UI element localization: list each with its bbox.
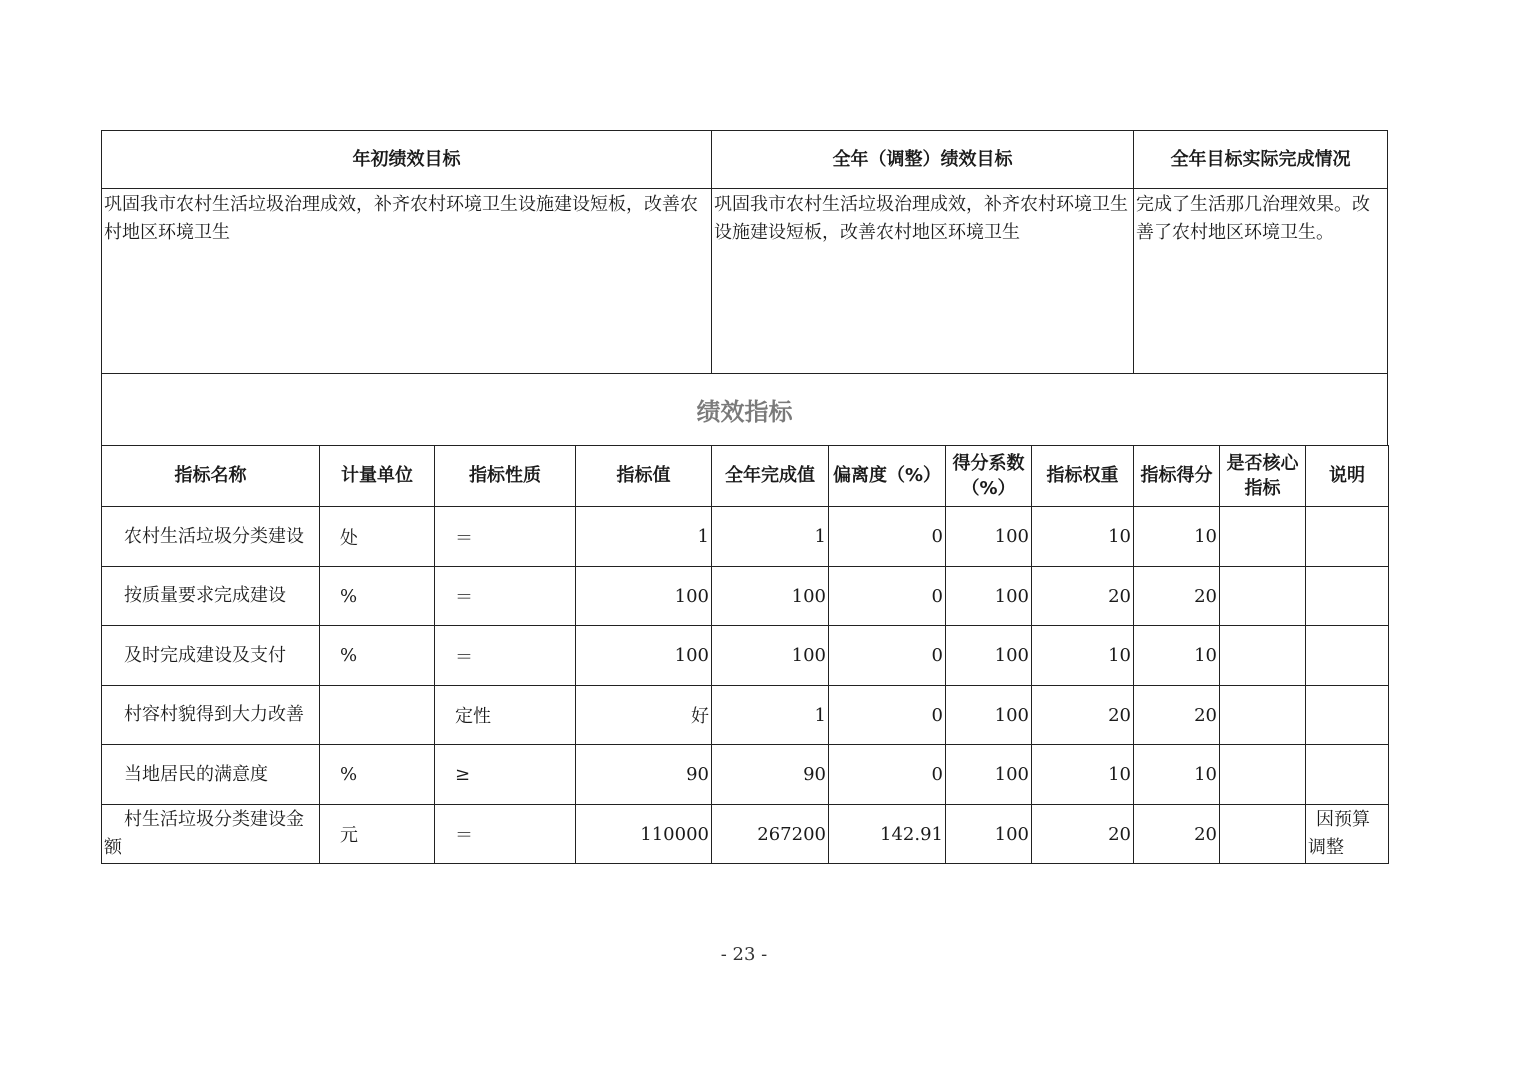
weight: 10 bbox=[1031, 744, 1134, 805]
unit: % bbox=[319, 566, 435, 626]
goal-header-actual: 全年目标实际完成情况 bbox=[1133, 130, 1388, 189]
target-value: 100 bbox=[575, 566, 712, 626]
deviation: 0 bbox=[828, 566, 946, 626]
hdr-note: 说明 bbox=[1305, 445, 1389, 507]
is-core bbox=[1219, 804, 1306, 864]
weight: 20 bbox=[1031, 685, 1134, 745]
note bbox=[1305, 744, 1389, 805]
actual-value: 1 bbox=[711, 685, 829, 745]
goal-value-initial: 巩固我市农村生活垃圾治理成效，补齐农村环境卫生设施建设短板，改善农村地区环境卫生 bbox=[101, 188, 712, 374]
nature: ＝ bbox=[434, 625, 576, 686]
note: 因预算调整 bbox=[1305, 804, 1389, 864]
score: 10 bbox=[1133, 625, 1220, 686]
nature: ＝ bbox=[434, 506, 576, 567]
indicator-name: 及时完成建设及支付 bbox=[101, 625, 320, 686]
deviation: 0 bbox=[828, 685, 946, 745]
score: 20 bbox=[1133, 566, 1220, 626]
note bbox=[1305, 685, 1389, 745]
note bbox=[1305, 566, 1389, 626]
actual-value: 100 bbox=[711, 566, 829, 626]
indicator-name: 村生活垃圾分类建设金额 bbox=[101, 804, 320, 864]
actual-value: 267200 bbox=[711, 804, 829, 864]
indicator-name: 按质量要求完成建设 bbox=[101, 566, 320, 626]
actual-value: 90 bbox=[711, 744, 829, 805]
target-value: 110000 bbox=[575, 804, 712, 864]
actual-value: 1 bbox=[711, 506, 829, 567]
target-value: 1 bbox=[575, 506, 712, 567]
weight: 10 bbox=[1031, 506, 1134, 567]
score: 20 bbox=[1133, 804, 1220, 864]
is-core bbox=[1219, 566, 1306, 626]
deviation: 142.91 bbox=[828, 804, 946, 864]
deviation: 0 bbox=[828, 625, 946, 686]
hdr-is-core: 是否核心指标 bbox=[1219, 445, 1306, 507]
unit: 元 bbox=[319, 804, 435, 864]
weight: 10 bbox=[1031, 625, 1134, 686]
score: 10 bbox=[1133, 506, 1220, 567]
hdr-deviation: 偏离度（%） bbox=[828, 445, 946, 507]
indicator-name: 当地居民的满意度 bbox=[101, 744, 320, 805]
unit: % bbox=[319, 625, 435, 686]
nature: 定性 bbox=[434, 685, 576, 745]
deviation: 0 bbox=[828, 744, 946, 805]
is-core bbox=[1219, 744, 1306, 805]
score-coef: 100 bbox=[945, 625, 1032, 686]
hdr-nature: 指标性质 bbox=[434, 445, 576, 507]
score-coef: 100 bbox=[945, 744, 1032, 805]
score: 20 bbox=[1133, 685, 1220, 745]
nature: ＝ bbox=[434, 804, 576, 864]
score-coef: 100 bbox=[945, 566, 1032, 626]
hdr-unit: 计量单位 bbox=[319, 445, 435, 507]
goal-value-actual: 完成了生活那几治理效果。改善了农村地区环境卫生。 bbox=[1133, 188, 1388, 374]
indicator-name: 农村生活垃圾分类建设 bbox=[101, 506, 320, 567]
goal-header-adjusted: 全年（调整）绩效目标 bbox=[711, 130, 1134, 189]
target-value: 100 bbox=[575, 625, 712, 686]
unit: % bbox=[319, 744, 435, 805]
nature: ＝ bbox=[434, 566, 576, 626]
is-core bbox=[1219, 625, 1306, 686]
deviation: 0 bbox=[828, 506, 946, 567]
hdr-actual-value: 全年完成值 bbox=[711, 445, 829, 507]
hdr-score: 指标得分 bbox=[1133, 445, 1220, 507]
is-core bbox=[1219, 506, 1306, 567]
score-coef: 100 bbox=[945, 804, 1032, 864]
nature: ≥ bbox=[434, 744, 576, 805]
goal-value-adjusted: 巩固我市农村生活垃圾治理成效，补齐农村环境卫生设施建设短板，改善农村地区环境卫生 bbox=[711, 188, 1134, 374]
score-coef: 100 bbox=[945, 685, 1032, 745]
is-core bbox=[1219, 685, 1306, 745]
hdr-indicator-name: 指标名称 bbox=[101, 445, 320, 507]
weight: 20 bbox=[1031, 566, 1134, 626]
target-value: 好 bbox=[575, 685, 712, 745]
hdr-weight: 指标权重 bbox=[1031, 445, 1134, 507]
section-title: 绩效指标 bbox=[101, 373, 1388, 446]
page-number: - 23 - bbox=[720, 944, 768, 965]
unit: 处 bbox=[319, 506, 435, 567]
score: 10 bbox=[1133, 744, 1220, 805]
actual-value: 100 bbox=[711, 625, 829, 686]
score-coef: 100 bbox=[945, 506, 1032, 567]
indicator-name: 村容村貌得到大力改善 bbox=[101, 685, 320, 745]
note bbox=[1305, 506, 1389, 567]
unit bbox=[319, 685, 435, 745]
weight: 20 bbox=[1031, 804, 1134, 864]
target-value: 90 bbox=[575, 744, 712, 805]
hdr-target-value: 指标值 bbox=[575, 445, 712, 507]
goal-header-initial: 年初绩效目标 bbox=[101, 130, 712, 189]
hdr-score-coef: 得分系数（%） bbox=[945, 445, 1032, 507]
note bbox=[1305, 625, 1389, 686]
